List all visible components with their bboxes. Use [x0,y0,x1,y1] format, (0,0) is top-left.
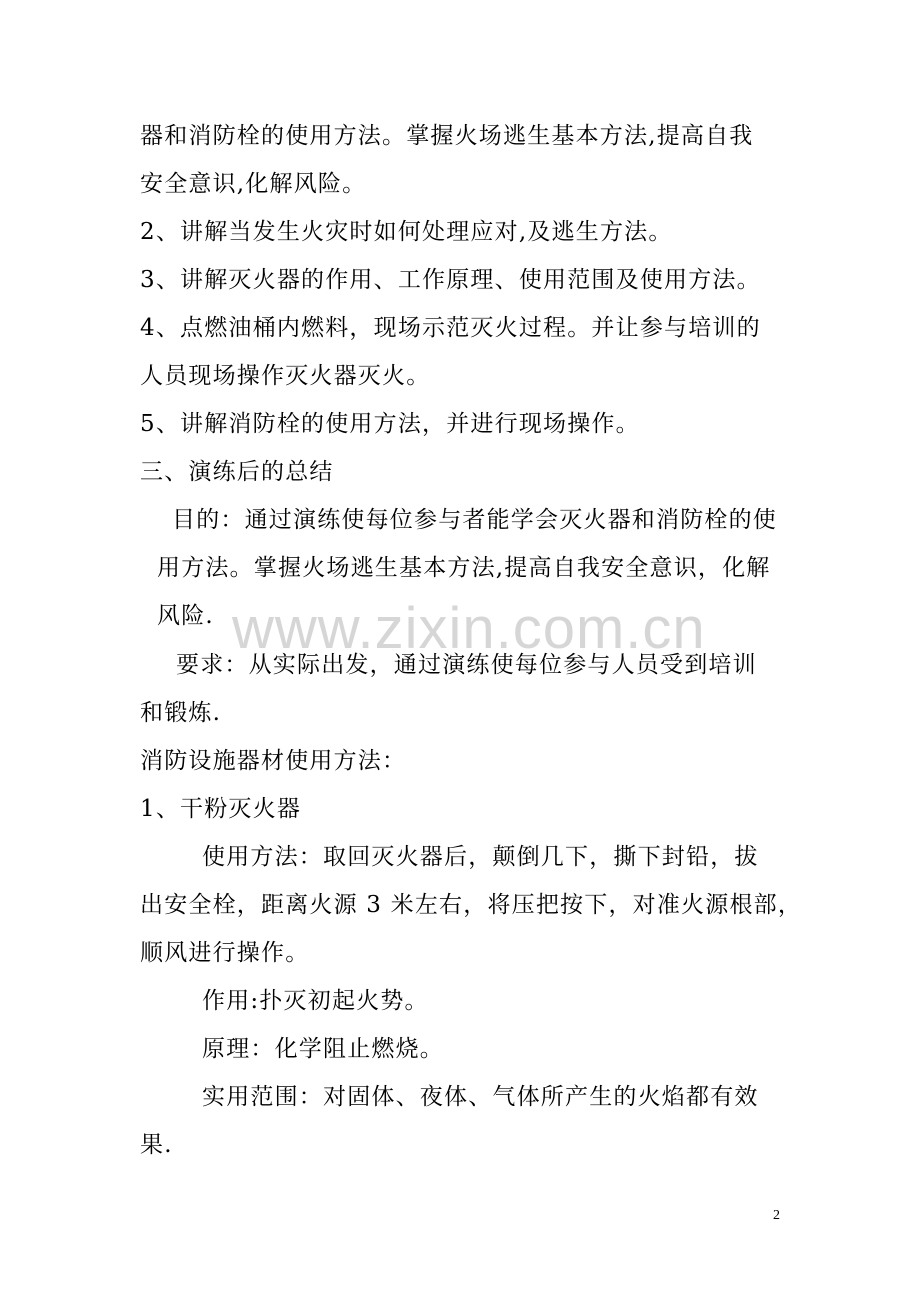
text-line: 3、讲解灭火器的作用、工作原理、使用范围及使用方法。 [140,267,761,293]
text-line: 实用范围：对固体、夜体、气体所产生的火焰都有效 [202,1084,759,1110]
text-line: 4、点燃油桶内燃料，现场示范灭火过程。并让参与培训的 [140,315,761,341]
text-line: 使用方法：取回灭火器后，颠倒几下，撕下封铅，拔 [202,844,759,870]
text-line: 1、干粉灭火器 [140,796,302,822]
watermark: www.zixin.com.cn [232,596,706,661]
text-line: 要求：从实际出发，通过演练使每位参与人员受到培训 [176,652,757,678]
section-heading: 消防设施器材使用方法： [140,748,407,774]
text-line: 用方法。掌握火场逃生基本方法,提高自我安全意识，化解 [157,555,771,581]
text-line: 5、讲解消防栓的使用方法，并进行现场操作。 [140,411,640,437]
text-line: 目的：通过演练使每位参与者能学会灭火器和消防栓的使 [172,507,777,533]
section-heading: 三、演练后的总结 [140,459,334,485]
text-line: 出安全栓，距离火源 3 米左右，将压把按下，对准火源根部， [140,892,803,918]
text-line: 器和消防栓的使用方法。掌握火场逃生基本方法,提高自我 [140,123,754,149]
text-line: 安全意识,化解风险。 [140,171,367,197]
page-number: 2 [773,1208,780,1223]
text-line: 顺风进行操作。 [140,940,310,966]
text-line: 作用:扑灭初起火势。 [202,988,429,1014]
text-line: 风险. [157,603,214,629]
text-line: 人员现场操作灭火器灭火。 [140,363,431,389]
text-line: 原理：化学阻止燃烧。 [202,1036,444,1062]
text-line: 2、讲解当发生火灾时如何处理应对,及逃生方法。 [140,219,673,245]
text-line: 果. [140,1132,173,1158]
text-line: 和锻炼. [140,700,222,726]
